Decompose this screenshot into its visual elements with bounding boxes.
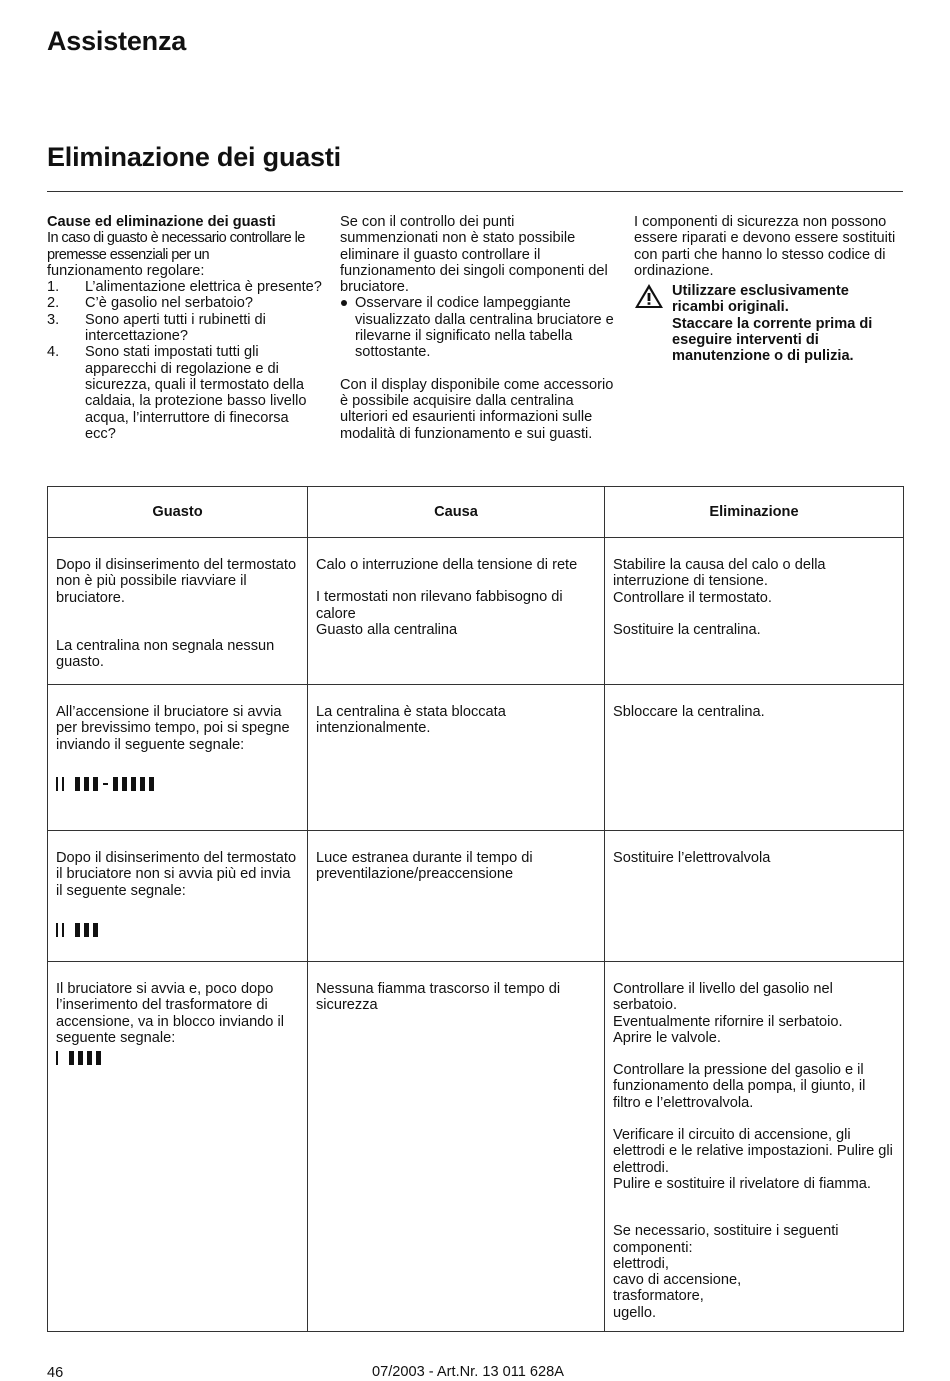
middle-paragraph-1: Se con il controllo dei punti summenzionati non è stato possibile eliminare il guasto controllare il funzionamento dei singoli componenti del bruciatore. xyxy=(340,214,608,296)
cell-guasto: Dopo il disinserimento del termostato il bruciatore non si avvia più ed invia il seguente segnale: xyxy=(48,831,308,962)
list-item: 3. Sono aperti tutti i rubinetti di intercettazione? xyxy=(47,311,266,345)
bullet-item: Osservare il codice lampeggiante visualizzato dalla centralina bruciatore e rilevarne il significato nella tabella sottostante. xyxy=(340,295,615,360)
table-header-row xyxy=(48,487,904,538)
column-header-guasto: Guasto xyxy=(48,487,308,538)
bullet-icon xyxy=(341,300,347,306)
column-header-causa: Causa xyxy=(308,487,605,538)
list-item: 4. Sono stati impostati tutti gli apparecchi di regolazione e di sicurezza, quali il termostato della caldaia, la protezione basso livello acqua, l’interruttore di finecorsa ecc? xyxy=(47,344,307,442)
page-header: Assistenza xyxy=(47,26,187,56)
warning-text-2: Staccare la corrente prima di eseguire interventi di manutenzione o di pulizia. xyxy=(672,315,873,365)
right-paragraph: I componenti di sicurezza non possono essere riparati e devono essere sostituiti con parti che hanno lo stesso codice di ordinazione. xyxy=(634,214,896,279)
troubleshooting-table xyxy=(47,486,904,1332)
cell-causa: La centralina è stata bloccata intenzionalmente. xyxy=(308,685,605,831)
table-row xyxy=(48,831,904,962)
intro-heading: Cause ed eliminazione dei guasti xyxy=(47,214,276,230)
list-item: 2. C’è gasolio nel serbatoio? xyxy=(47,295,253,312)
cell-guasto: All’accensione il bruciatore si avvia per brevissimo tempo, poi si spegne inviando il seguente segnale: xyxy=(48,685,308,831)
footer-info: 07/2003 - Art.Nr. 13 011 628A xyxy=(372,1364,565,1380)
middle-column xyxy=(340,214,615,442)
cell-causa: Luce estranea durante il tempo di preventilazione/preaccensione xyxy=(308,831,605,962)
checklist xyxy=(47,279,322,442)
intro-column xyxy=(47,214,322,442)
warning-block xyxy=(634,283,904,364)
section-title: Eliminazione dei guasti xyxy=(47,142,341,172)
warning-text-1: Utilizzare esclusivamente ricambi originali. xyxy=(672,283,849,316)
cell-causa: Calo o interruzione della tensione di rete I termostati non rilevano fabbisogno di calore Guasto alla centralina xyxy=(308,538,605,685)
intro-lead-2: funzionamento regolare: xyxy=(47,262,205,279)
middle-paragraph-2: Con il display disponibile come accessorio è possibile acquisire dalla centralina ulteriori ed esaurienti informazioni sulle modalità di funzionamento e sui guasti. xyxy=(340,376,614,442)
flash-code-signal xyxy=(56,1049,299,1065)
flash-code-signal xyxy=(56,921,299,937)
cell-eliminazione: Stabilire la causa del calo o della interruzione di tensione. Controllare il termostato. Sostituire la centralina. xyxy=(605,538,904,685)
table-row xyxy=(48,962,904,1332)
cell-causa: Nessuna fiamma trascorso il tempo di sicurezza xyxy=(308,962,605,1332)
list-item: 1. L’alimentazione elettrica è presente? xyxy=(47,279,322,296)
cell-eliminazione: Controllare il livello del gasolio nel serbatoio. Eventualmente rifornire il serbatoio. Aprire le valvole. Controllare la pressione del gasolio e il funzionamento della pompa, il giunto, il filtro e l’elettrovalvola. Verificare il circuito di accensione, gli elettrodi e le relative impostazioni. Pulire gli elettrodi. Pulire e sostituire il rivelatore di fiamma. Se necessario, sostituire i seguenti componenti: elettrodi, cavo di accensione, trasformatore, ugello. xyxy=(605,962,904,1332)
warning-triangle-icon xyxy=(634,283,664,309)
cell-eliminazione: Sostituire l’elettrovalvola xyxy=(605,831,904,962)
flash-code-signal xyxy=(56,775,299,791)
divider xyxy=(47,191,903,192)
column-header-eliminazione: Eliminazione xyxy=(605,487,904,538)
right-column xyxy=(634,214,904,365)
intro-lead: In caso di guasto è necessario controllare le premesse essenziali per un xyxy=(47,230,305,263)
table-row xyxy=(48,685,904,831)
page-number: 46 xyxy=(47,1365,64,1381)
table-row xyxy=(48,538,904,685)
cell-eliminazione: Sbloccare la centralina. xyxy=(605,685,904,831)
cell-guasto: Dopo il disinserimento del termostato non è più possibile riavviare il bruciatore. La centralina non segnala nessun guasto. xyxy=(48,538,308,685)
cell-guasto: Il bruciatore si avvia e, poco dopo l’inserimento del trasformatore di accensione, va in blocco inviando il seguente segnale: xyxy=(48,962,308,1332)
